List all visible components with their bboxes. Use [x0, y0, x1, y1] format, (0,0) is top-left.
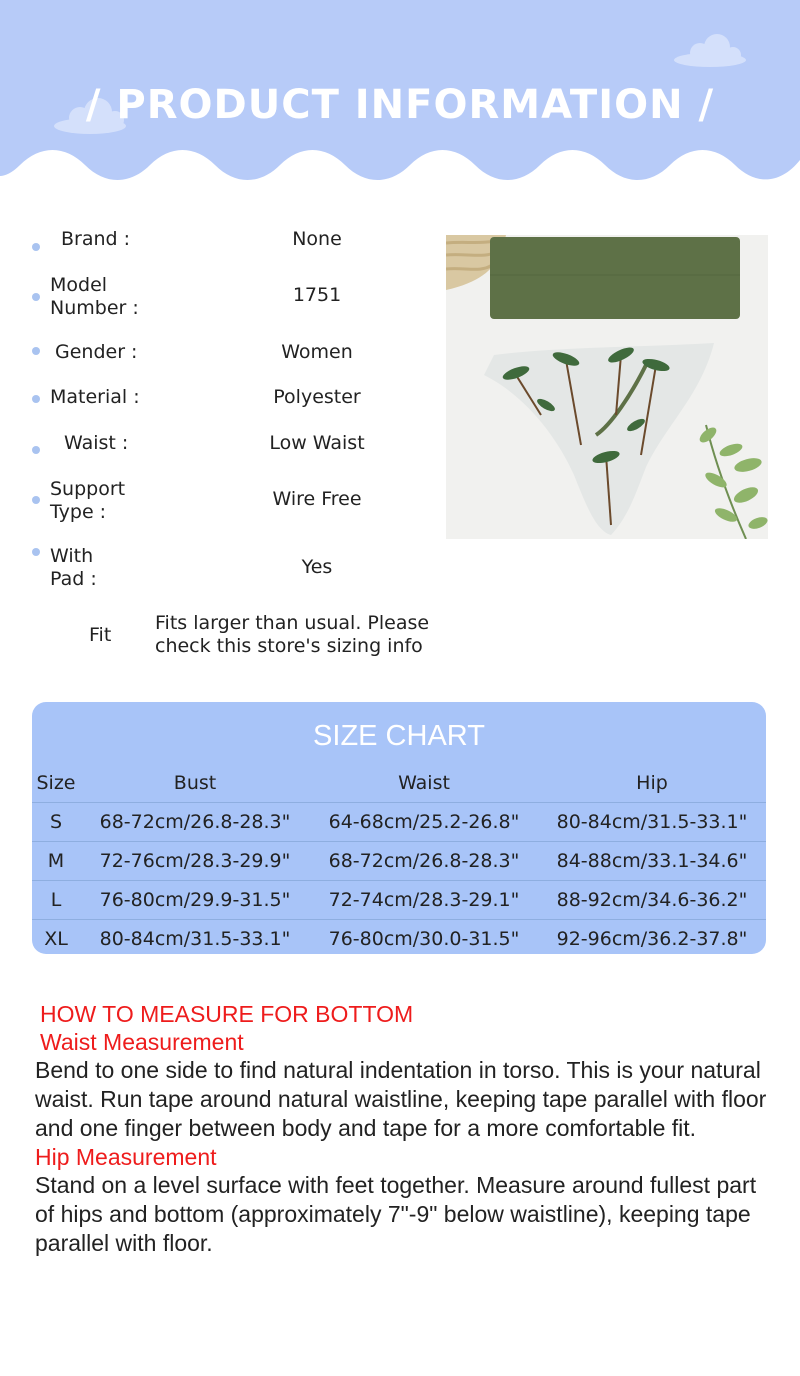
- info-value: Women: [281, 341, 353, 363]
- column-header: Size: [36, 772, 76, 794]
- table-cell: M: [47, 850, 65, 872]
- table-cell: 64-68cm/25.2-26.8": [328, 811, 520, 833]
- measure-heading: HOW TO MEASURE FOR BOTTOM: [40, 1001, 414, 1027]
- table-cell: 68-72cm/26.8-28.3": [328, 850, 520, 872]
- table-cell: 84-88cm/33.1-34.6": [556, 850, 748, 872]
- waist-measurement-text: Bend to one side to find natural indentation in torso. This is your natural waist. Run tape around natural waistline, keeping tape parallel with floor and one finger between body and tape for a more comfortable fit.: [35, 1057, 767, 1141]
- info-label-line: Number :: [50, 297, 139, 319]
- bullet-icon: [32, 243, 40, 251]
- table-cell: 72-76cm/28.3-29.9": [99, 850, 291, 872]
- table-cell: S: [49, 811, 63, 833]
- table-cell: 92-96cm/36.2-37.8": [556, 928, 748, 950]
- bullet-icon: [32, 293, 40, 301]
- info-label: Brand :: [61, 228, 131, 250]
- info-label-line: Pad :: [50, 568, 97, 590]
- info-label-line: Model: [50, 274, 108, 296]
- bandeau-top: [490, 237, 740, 319]
- size-chart: [32, 702, 766, 954]
- info-value: None: [292, 228, 342, 250]
- column-header: Hip: [636, 772, 668, 794]
- info-label: Waist :: [64, 432, 129, 454]
- table-cell: XL: [44, 928, 68, 950]
- info-label-line: Type :: [50, 501, 107, 523]
- info-label: [50, 478, 125, 524]
- info-value: Polyester: [273, 386, 361, 408]
- column-header: Waist: [398, 772, 450, 794]
- info-value: Yes: [301, 556, 333, 578]
- table-cell: 80-84cm/31.5-33.1": [99, 928, 291, 950]
- hip-measurement-title: Hip Measurement: [35, 1144, 217, 1170]
- table-header-row: [32, 764, 766, 803]
- bullet-icon: [32, 446, 40, 454]
- bullet-icon: [32, 347, 40, 355]
- bullet-icon: [32, 548, 40, 556]
- product-image: [446, 235, 768, 539]
- table-cell: 68-72cm/26.8-28.3": [99, 811, 291, 833]
- table-cell: 76-80cm/30.0-31.5": [328, 928, 520, 950]
- hip-measurement-text: Stand on a level surface with feet together. Measure around fullest part of hips and bottom (approximately 7"-9" below waistline), keeping tape parallel with floor.: [35, 1172, 757, 1256]
- table-cell: L: [50, 889, 62, 911]
- page-title: / PRODUCT INFORMATION /: [85, 82, 715, 128]
- info-value: Low Waist: [269, 432, 365, 454]
- measure-section: [35, 1000, 775, 1258]
- info-label: Fit: [89, 624, 112, 646]
- info-value: Wire Free: [272, 488, 362, 510]
- info-value: 1751: [292, 284, 342, 306]
- table-row: [32, 920, 766, 955]
- size-chart-title: SIZE CHART: [313, 720, 485, 752]
- table-cell: 80-84cm/31.5-33.1": [556, 811, 748, 833]
- waist-measurement-title: Waist Measurement: [40, 1029, 244, 1055]
- size-chart-table: [32, 764, 766, 954]
- info-label-line: With: [50, 545, 94, 567]
- column-header: Bust: [173, 772, 217, 794]
- info-label: Material :: [50, 386, 140, 408]
- info-label: [50, 274, 139, 320]
- table-row: [32, 881, 766, 920]
- info-label: [50, 545, 97, 591]
- info-label-line: Support: [50, 478, 126, 500]
- info-value-fit: Fits larger than usual. Please check this store's sizing info: [155, 612, 430, 657]
- table-cell: 76-80cm/29.9-31.5": [99, 889, 291, 911]
- bullet-icon: [32, 496, 40, 504]
- info-label: Gender :: [55, 341, 138, 363]
- table-row: [32, 842, 766, 881]
- table-cell: 88-92cm/34.6-36.2": [556, 889, 748, 911]
- bullet-icon: [32, 395, 40, 403]
- table-cell: 72-74cm/28.3-29.1": [328, 889, 520, 911]
- table-row: [32, 803, 766, 842]
